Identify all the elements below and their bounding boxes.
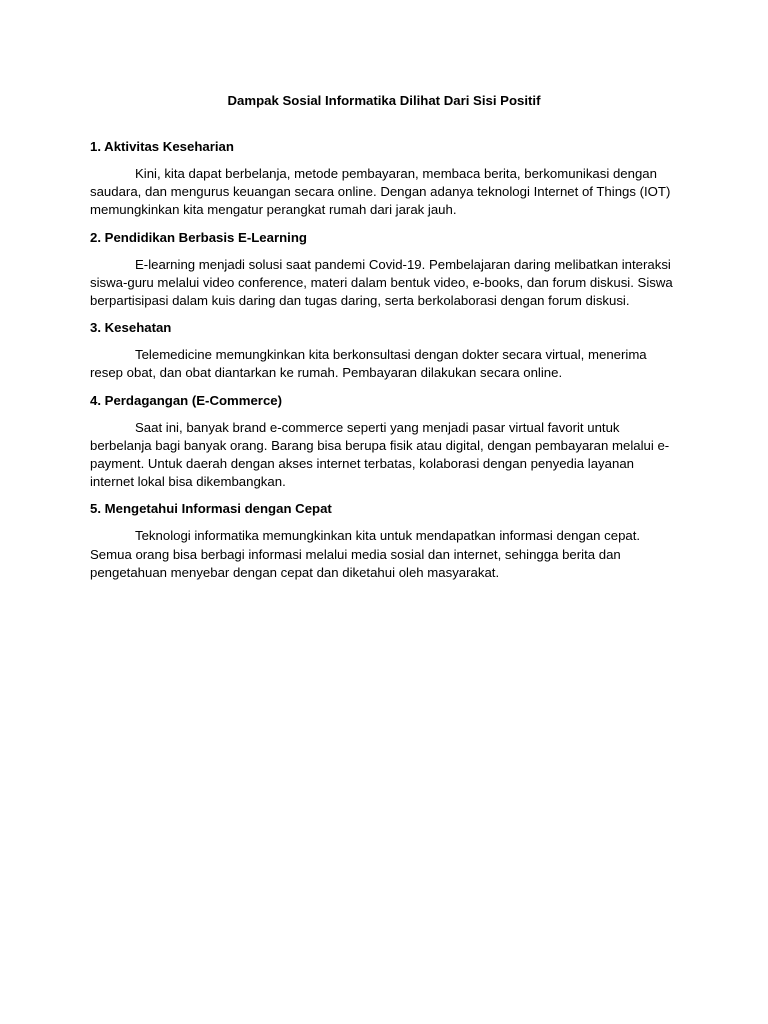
section-kesehatan	[90, 319, 680, 382]
section-heading: 5. Mengetahui Informasi dengan Cepat	[90, 501, 332, 517]
section-aktivitas-keseharian	[90, 138, 680, 220]
section-pendidikan-e-learning	[90, 229, 680, 311]
section-heading: 1. Aktivitas Keseharian	[90, 139, 234, 154]
section-paragraph: Teknologi informatika memungkinkan kita untuk mendapatkan informasi dengan cepat. Semua orang bisa berbagi informasi melalui media sosial dan internet, sehingga berita dan pengetahuan menyebar dengan cepat dan diketahui oleh masyarakat.	[90, 528, 641, 580]
section-heading: 3. Kesehatan	[90, 320, 172, 336]
section-perdagangan-e-commerce	[90, 392, 680, 492]
section-heading: 2. Pendidikan Berbasis E-Learning	[90, 229, 307, 245]
section-paragraph: Saat ini, banyak brand e-commerce seperti yang menjadi pasar virtual favorit untuk berbelanja bagi banyak orang. Barang bisa berupa fisik atau digital, dengan pembayaran melalui e-payment. Untuk daerah dengan akses internet terbatas, kolaborasi dengan penyedia layanan internet lokal bisa dikembangkan.	[90, 419, 670, 490]
section-heading: 4. Perdagangan (E-Commerce)	[90, 392, 283, 408]
section-paragraph: Telemedicine memungkinkan kita berkonsultasi dengan dokter secara virtual, menerima resep obat, dan obat diantarkan ke rumah. Pembayaran dilakukan secara online.	[90, 347, 647, 381]
section-informasi-cepat	[90, 500, 680, 582]
section-paragraph: E-learning menjadi solusi saat pandemi Covid-19. Pembelajaran daring melibatkan interaksi siswa-guru melalui video conference, materi dalam bentuk video, e-books, dan forum diskusi. Siswa berpartisipasi dalam kuis daring dan tugas daring, serta berkolaborasi dengan forum diskusi.	[90, 256, 673, 309]
document-content	[90, 138, 680, 591]
section-paragraph: Kini, kita dapat berbelanja, metode pembayaran, membaca berita, berkomunikasi dengan saudara, dan mengurus keuangan secara online. Dengan adanya teknologi Internet of Things (IOT) memungkinkan kita mengatur perangkat rumah dari jarak jauh.	[90, 166, 671, 218]
document-title: Dampak Sosial Informatika Dilihat Dari Sisi Positif	[227, 93, 541, 108]
